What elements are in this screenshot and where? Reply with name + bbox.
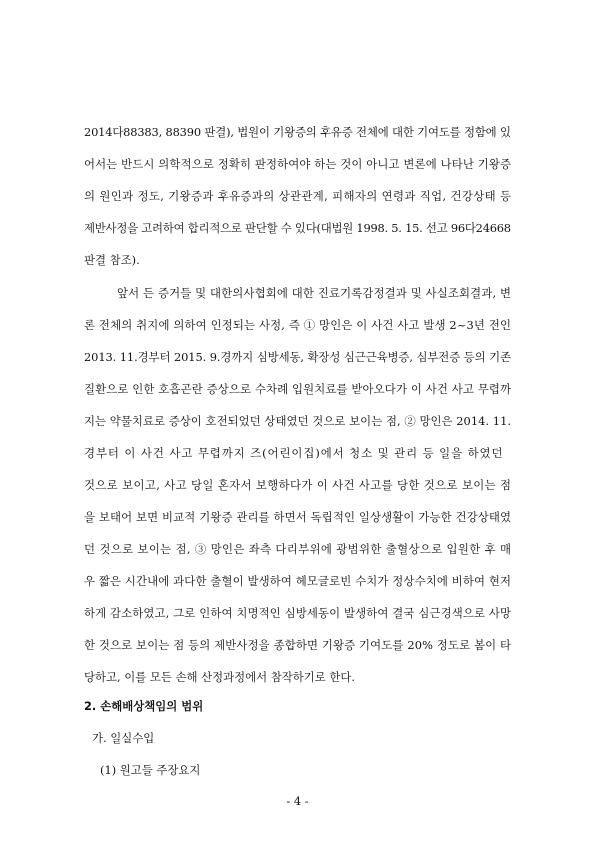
text-line: 경부터 이 사건 사고 무렵까지 즈(어린이집)에서 청소 및 관리 등 일을 하였던 bbox=[84, 446, 504, 460]
text-line: 한 것으로 보이는 점 등의 제반사정을 종합하면 기왕증 기여도를 20% 정도로 봄이 타 bbox=[84, 638, 512, 652]
text-line: 론 전체의 취지에 의하여 인정되는 사정, 즉 ① 망인은 이 사건 사고 발생 2~3년 전인 bbox=[84, 318, 512, 332]
paragraph-2-line bbox=[0, 507, 595, 527]
paragraph-2-line bbox=[0, 379, 595, 399]
paragraph-2-line bbox=[0, 443, 595, 463]
text-line: 제반사정을 고려하여 합리적으로 판단할 수 있다(대법원 1998. 5. 15. 선고 96다24668 bbox=[84, 221, 511, 235]
text-line: 우 짧은 시간내에 과다한 출혈이 발생하여 헤모글로빈 수치가 정상수치에 비하여 현저 bbox=[84, 574, 512, 588]
page-number: - 4 - bbox=[286, 794, 309, 808]
text-line: 을 보태어 보면 비교적 기왕증 관리를 하면서 독립적인 일상생활이 가능한 건강상태였 bbox=[84, 510, 512, 524]
text-line: 당하고, 이를 모든 손해 산정과정에서 참작하기로 한다. bbox=[84, 670, 356, 684]
paragraph-2-line bbox=[0, 667, 595, 687]
paragraph-2-line bbox=[0, 539, 595, 559]
paragraph-2-line bbox=[0, 475, 595, 495]
paragraph-2-line bbox=[0, 315, 595, 335]
text-line: 질환으로 인한 호흡곤란 증상으로 수차례 입원치료를 받아오다가 이 사건 사고 무렵까 bbox=[84, 382, 512, 396]
paragraph-1-line bbox=[0, 186, 595, 206]
paragraph-2-line bbox=[0, 411, 595, 431]
text-line: 어서는 반드시 의학적으로 정확히 판정하여야 하는 것이 아니고 변론에 나타난 기왕증 bbox=[84, 157, 512, 171]
paragraph-2-line bbox=[0, 603, 595, 623]
paragraph-1-line bbox=[0, 218, 595, 238]
text-line: 것으로 보이고, 사고 당일 혼자서 보행하다가 이 사건 사고를 당한 것으로 보이는 점 bbox=[84, 478, 512, 492]
text-line: 판결 참조). bbox=[84, 253, 140, 267]
text-line: 하게 감소하였고, 그로 인하여 치명적인 심방세동이 발생하여 결국 심근경색으로 사망 bbox=[84, 606, 512, 620]
section-heading: 2. 손해배상책임의 범위 bbox=[84, 699, 204, 713]
text-line: 던 것으로 보이는 점, ③ 망인은 좌측 다리부위에 광범위한 출혈상으로 입원한 후 매 bbox=[84, 542, 512, 556]
paragraph-2-line bbox=[0, 347, 595, 367]
text-line: 지는 약물치료로 증상이 호전되었던 상태였던 것으로 보이는 점, ② 망인은 2014. 11. bbox=[84, 414, 512, 428]
text-line: 2013. 11.경부터 2015. 9.경까지 심방세동, 확장성 심근근육병증, 심부전증 등의 기존 bbox=[84, 350, 511, 364]
text-line: 2014다88383, 88390 판결), 법원이 기왕증의 후유증 전체에 대한 기여도를 정함에 있 bbox=[84, 125, 511, 139]
paragraph-2-line bbox=[0, 571, 595, 591]
paragraph-1-line bbox=[0, 122, 595, 142]
text-line: 의 원인과 정도, 기왕증과 후유증과의 상관관계, 피해자의 연령과 직업, 건강상태 등 bbox=[84, 189, 512, 203]
paragraph-2-line bbox=[0, 635, 595, 655]
paragraph-1-line bbox=[0, 154, 595, 174]
text-line: 앞서 든 증거들 및 대한의사협회에 대한 진료기록감정결과 및 사실조회결과, 변 bbox=[117, 286, 512, 300]
paragraph-2-line bbox=[0, 283, 595, 303]
subsection-heading: (1) 원고들 주장요지 bbox=[100, 763, 201, 777]
subsection-heading: 가. 일실수입 bbox=[92, 731, 155, 745]
paragraph-1-line bbox=[0, 250, 595, 270]
